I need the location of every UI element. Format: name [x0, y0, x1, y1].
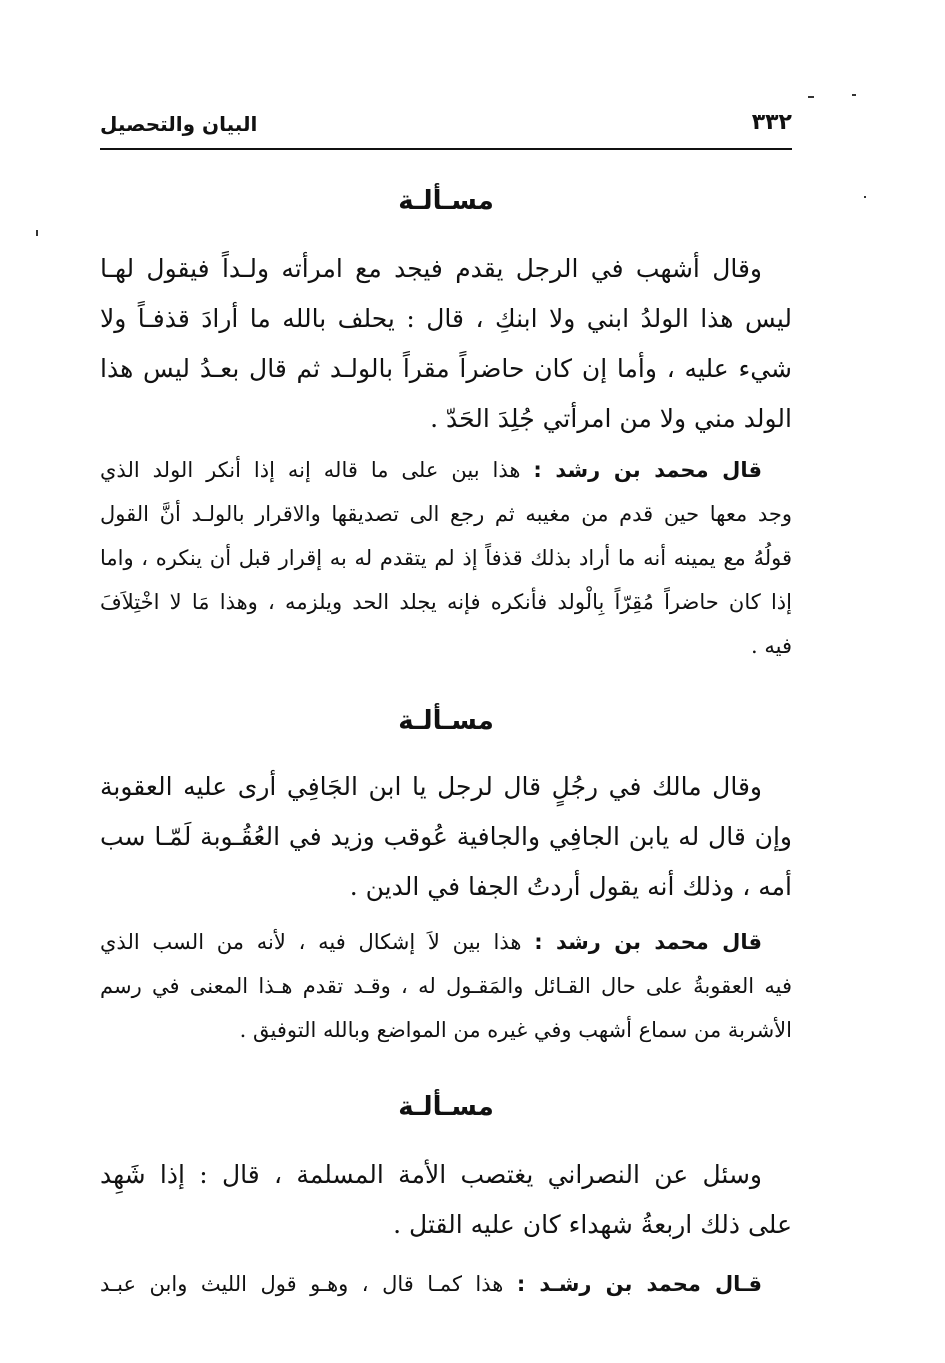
text-line: ليس هذا الولدُ ابني ولا ابنكِ ، قال : يحلف بالله ما أرادَ قذفـاً ولا [100, 304, 792, 333]
text-line: وإن قال له يابن الجافِي والجافية عُوقب وزيد في العُقُـوبة لَمّـا سب [100, 822, 792, 851]
question-paragraph [100, 762, 792, 912]
running-header [100, 108, 792, 144]
scan-speck [864, 196, 866, 198]
scan-speck [852, 94, 856, 96]
text-line: وقال أشهب في الرجل يقدم فيجد مع امرأته ولـداً فيقول لهـا [100, 254, 762, 283]
commentary-paragraph [100, 1262, 792, 1306]
text-line: فيه العقوبةُ على حال القـائل والمَقـول له ، وقـد تقدم هـذا المعنى في رسم [100, 974, 792, 998]
scan-speck [808, 96, 814, 98]
text-line: الولد مني ولا من امرأتي جُلِدَ الحَدّ . [430, 404, 792, 433]
page-number: ٣٣٢ [751, 110, 792, 135]
text-line: قـال محمد بن رشـد : هذا كمـا قال ، وهـو قول الليث وابن عبـد [100, 1272, 762, 1296]
text-line: وجد معها حين قدم من مغيبه ثم رجع الى تصديقها والاقرار بالولـد أنَّ القول [100, 502, 792, 526]
text-line: أمه ، وذلك أنه يقول أردتُ الجفا في الدين . [349, 872, 792, 901]
commentary-paragraph [100, 448, 792, 668]
question-paragraph [100, 244, 792, 444]
header-rule [100, 148, 792, 150]
text-line: الأشربة من سماع أشهب وفي غيره من المواضع وبالله التوفيق . [239, 1018, 792, 1042]
text-line: قال محمد بن رشد : هذا بين لاَ إشكال فيه ، لأنه من السب الذي [100, 930, 762, 954]
text-line: قولُهُ مع يمينه أنه ما أراد بذلك قذفاً إذ لم يتقدم له به إقرار قبل أن ينكره ، واما [100, 546, 792, 570]
question-paragraph [100, 1150, 792, 1250]
text-line: إذا كان حاضراً مُقِرّاً بِالْولد فأنكره فإنه يجلد الحد ويلزمه ، وهذا مَا لا اخْتِلاَفَ [100, 590, 792, 614]
text-line: شيء عليه ، وأما إن كان حاضراً مقراً بالولـد ثم قال بعـدُ ليس هذا [100, 354, 792, 383]
commentary-speaker: قال محمد بن رشد : [534, 930, 762, 954]
commentary-speaker: قـال محمد بن رشـد : [516, 1272, 762, 1296]
scan-speck [36, 230, 38, 236]
section-heading: مسـألـة [398, 706, 494, 736]
text-line: وقال مالك في رجُلٍ قال لرجل يا ابن الجَافِي أرى عليه العقوبة [100, 772, 762, 801]
book-title: البيان والتحصيل [100, 112, 258, 136]
section-heading: مسـألـة [398, 186, 494, 216]
text-line: فيه . [751, 634, 792, 658]
text-line: قال محمد بن رشد : هذا بين على ما قاله إنه إذا أنكر الولد الذي [100, 458, 763, 482]
text-line: وسئل عن النصراني يغتصب الأمة المسلمة ، قال : إذا شَهِد [100, 1160, 762, 1189]
section-heading: مسـألـة [398, 1092, 494, 1122]
text-line: على ذلك اربعةُ شهداء كان عليه القتل . [393, 1210, 792, 1239]
commentary-speaker: قال محمد بن رشد : [533, 458, 763, 482]
commentary-paragraph [100, 920, 792, 1052]
